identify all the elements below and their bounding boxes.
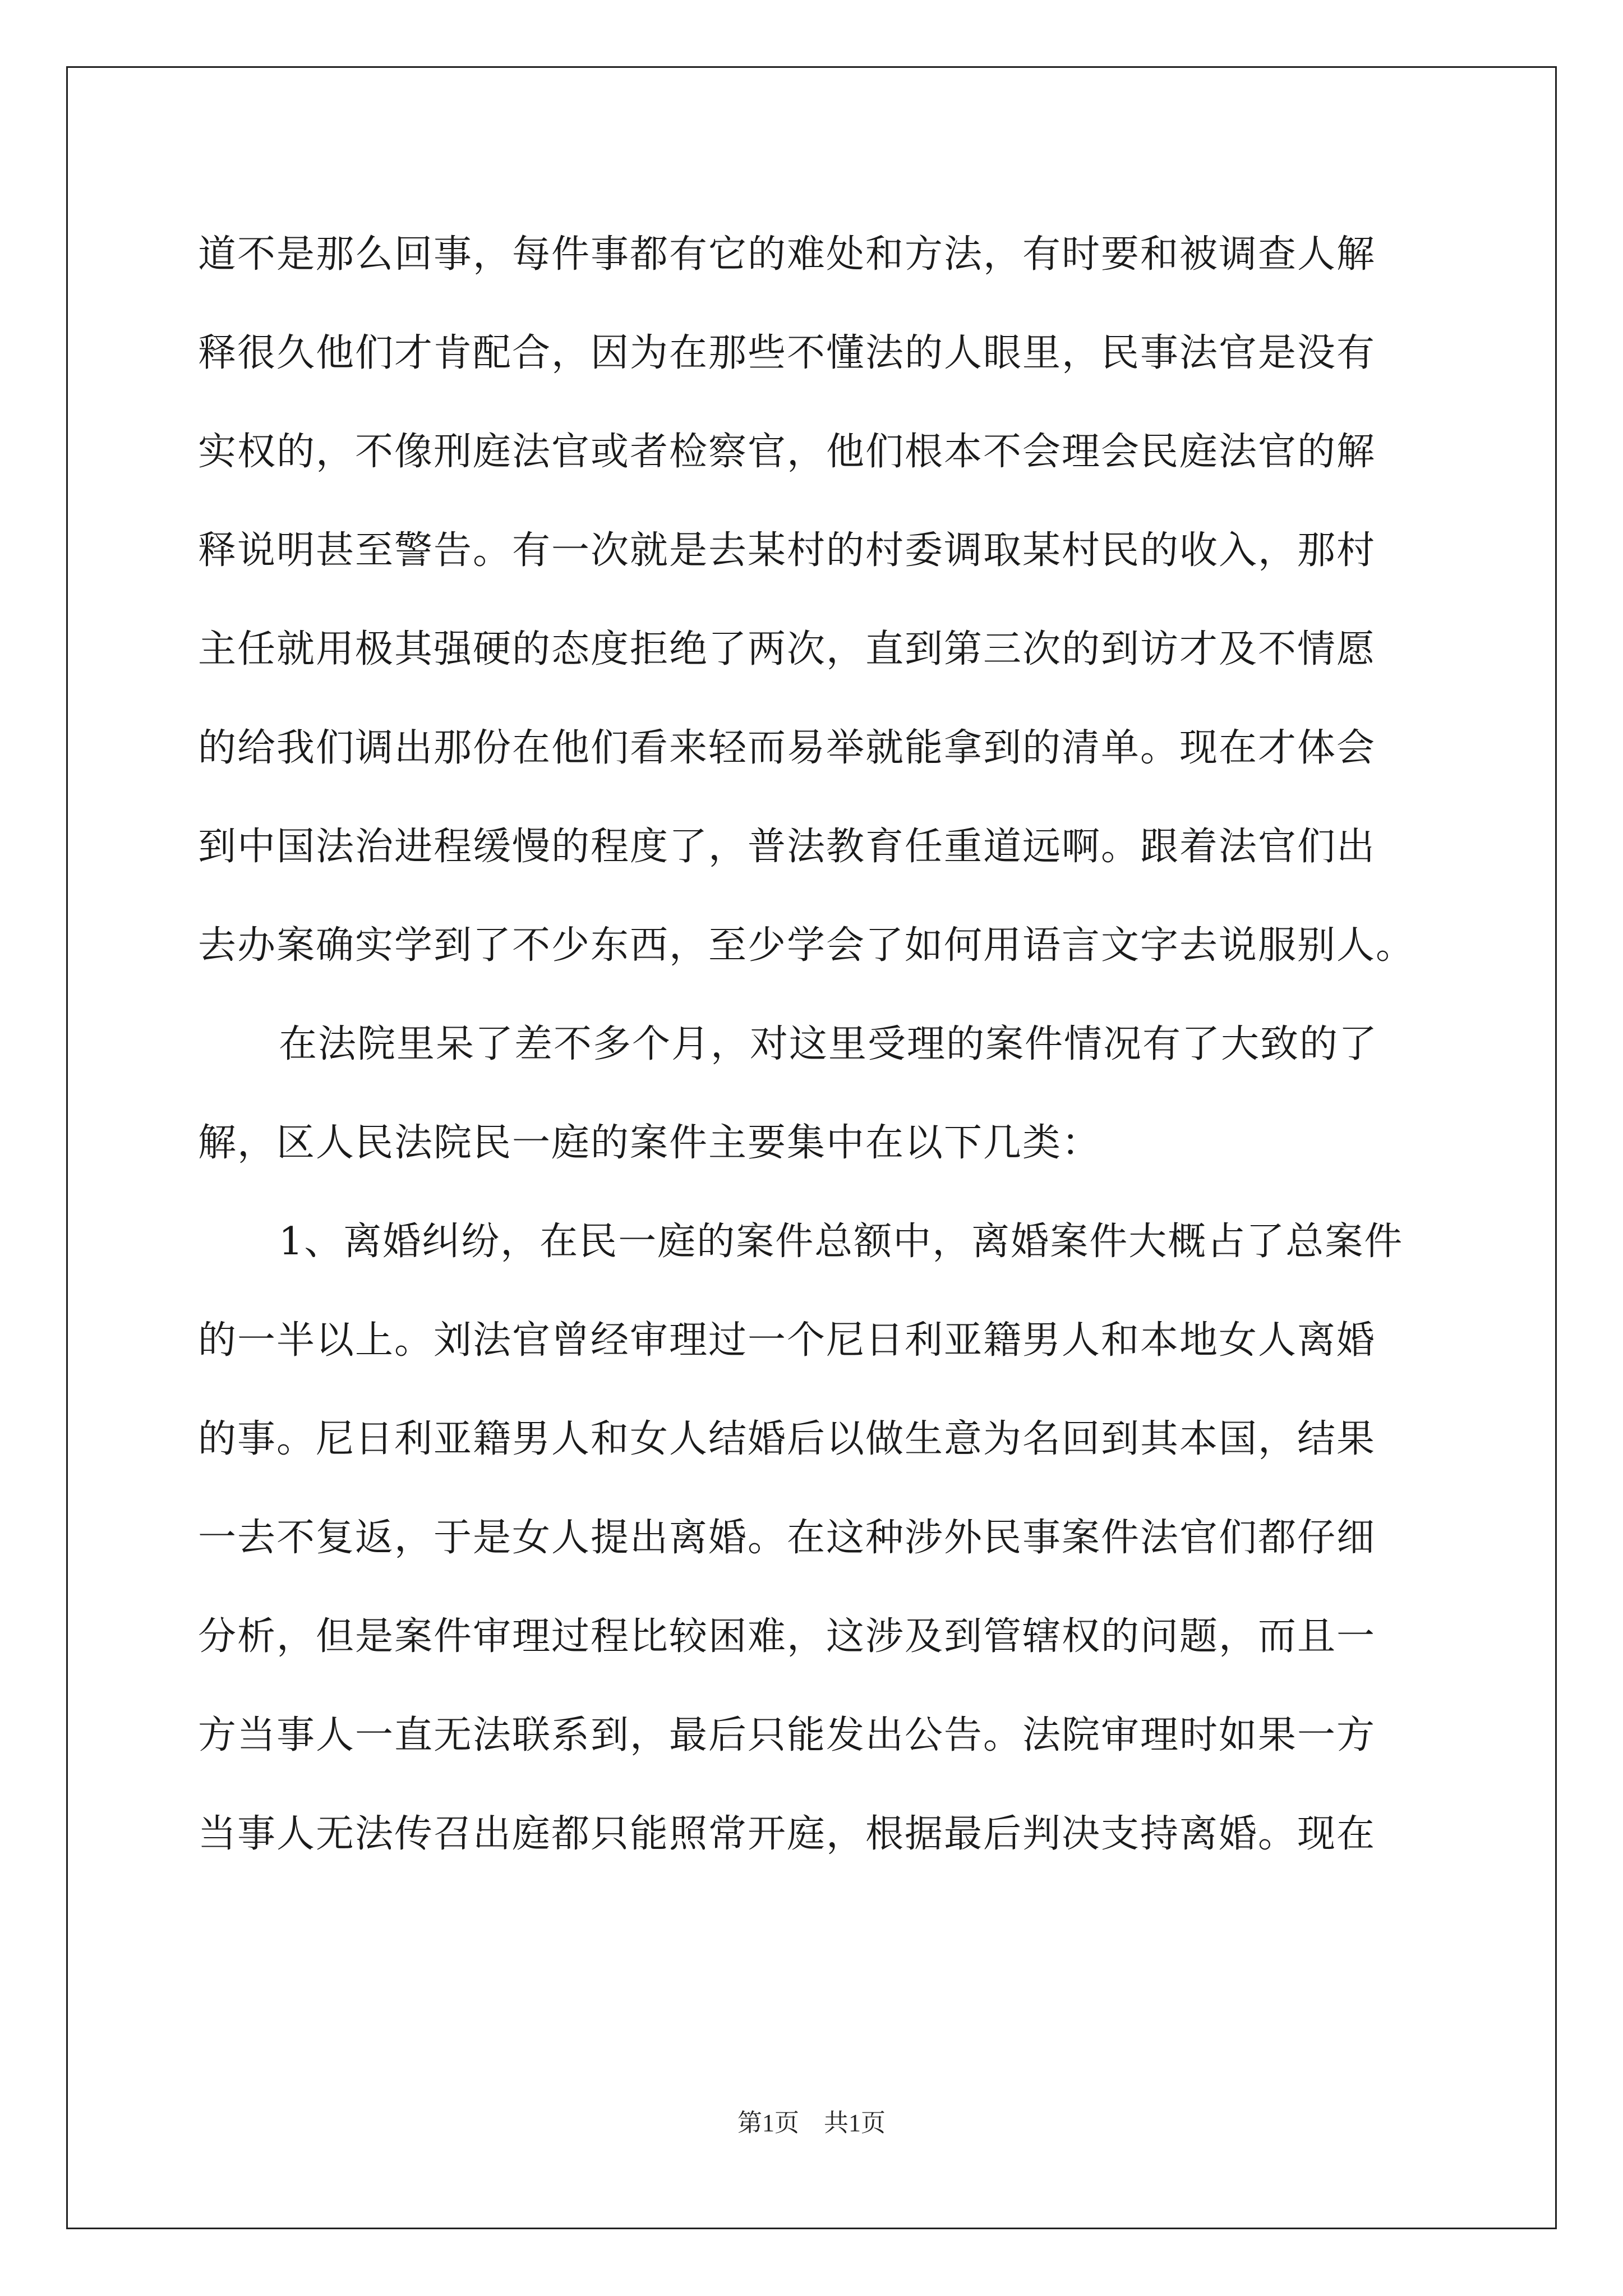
text-line: 的事。尼日利亚籍男人和女人结婚后以做生意为名回到其本国，结果: [198, 1417, 1376, 1461]
paragraph-start-line: 1、离婚纠纷，在民一庭的案件总额中，离婚案件大概占了总案件: [279, 1220, 1404, 1264]
text-line: 释说明甚至警告。有一次就是去某村的村委调取某村民的收入，那村: [198, 528, 1376, 573]
text-line: 当事人无法传召出庭都只能照常开庭，根据最后判决支持离婚。现在: [198, 1812, 1376, 1856]
text-line: 去办案确实学到了不少东西，至少学会了如何用语言文字去说服别人。: [198, 923, 1415, 968]
text-line: 实权的，不像刑庭法官或者检察官，他们根本不会理会民庭法官的解: [198, 430, 1376, 474]
page-number-footer: 第1页 共1页: [737, 2109, 886, 2137]
text-line: 分析，但是案件审理过程比较困难，这涉及到管辖权的问题，而且一: [198, 1614, 1376, 1659]
text-line: 的给我们调出那份在他们看来轻而易举就能拿到的清单。现在才体会: [198, 726, 1376, 770]
text-line: 到中国法治进程缓慢的程度了，普法教育任重道远啊。跟着法官们出: [198, 825, 1376, 869]
text-line: 道不是那么回事，每件事都有它的难处和方法，有时要和被调查人解: [198, 232, 1376, 277]
text-line: 主任就用极其强硬的态度拒绝了两次，直到第三次的到访才及不情愿: [198, 627, 1376, 671]
text-line: 释很久他们才肯配合，因为在那些不懂法的人眼里，民事法官是没有: [198, 331, 1376, 375]
text-line: 一去不复返，于是女人提出离婚。在这种涉外民事案件法官们都仔细: [198, 1516, 1376, 1560]
document-body: [198, 205, 1437, 1884]
paragraph-start-line: 在法院里呆了差不多个月，对这里受理的案件情况有了大致的了: [279, 1022, 1378, 1066]
text-line: 的一半以上。刘法官曾经审理过一个尼日利亚籍男人和本地女人离婚: [198, 1318, 1376, 1363]
text-line: 解，区人民法院民一庭的案件主要集中在以下几类：: [198, 1121, 1101, 1165]
text-line: 方当事人一直无法联系到，最后只能发出公告。法院审理时如果一方: [198, 1713, 1376, 1757]
